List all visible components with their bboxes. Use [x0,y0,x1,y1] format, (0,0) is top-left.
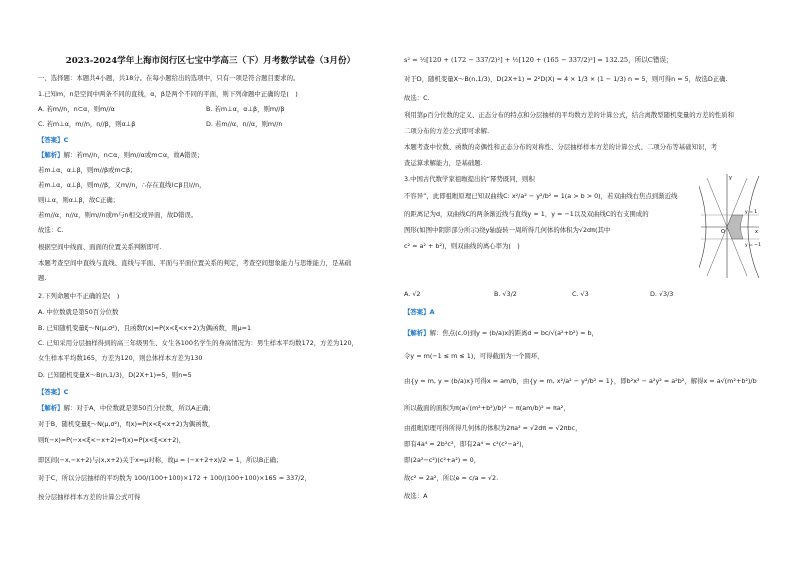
q2-analysis-line: 对于C，所以分层抽样的平均数为 100/(100+100)×172 + 100/(100+100)×165 = 337/2， [38,474,311,482]
answer-value: C [63,388,69,396]
label-y1: y = 1 [745,210,758,215]
q2-stem: 2.下列命题中不正确的是( ) [38,292,120,300]
answer-label: 【答案】 [38,388,64,396]
summary-line: 二项分布的方差公式即可求解. [404,127,490,135]
q1-analysis-line: 根据空间中线面、面面的位置关系判断即可. [38,243,162,251]
q3-stem-line: c² = a² + b²)，则双曲线的离心率为( ) [404,242,520,250]
q3-analysis-line: 【解析】解：焦点(c,0)到y = (b/a)x的距离d = bc/√(a²+b²) = b， [404,329,598,337]
q1-option-a: A. 若m//n，n⊂α，则m//α [38,105,115,113]
analysis-label: 【解析】 [38,404,64,412]
q3-stem-line: 的距离记为d，双曲线C的两条渐近线与直线y = 1，y = −1以及双曲线C的右支围成的 [404,210,649,218]
analysis-label: 【解析】 [404,329,430,337]
q2-option-b: B. 已知随机变量ξ～N(μ,σ²)，且函数f(x)=P(x<ξ<x+2)为偶函数，则μ=1 [38,324,252,332]
answer-value: A [429,308,435,316]
label-x-axis: x [755,229,758,235]
answer-label: 【答案】 [404,308,430,316]
q3-analysis-line: 故选：A [404,492,428,500]
choose-c: 故选：C. [404,94,430,102]
q3-answer [404,309,435,315]
answer-value: C [63,136,69,144]
q2-analysis-line: 【解析】解：对于A，中位数就是第50百分位数，所以A正确； [38,404,215,412]
q3-option-c: C. √3 [572,290,589,298]
q1-answer [38,137,68,143]
q1-option-c: C. 若m⊥α，m//n，n//β，则α⊥β [38,120,136,128]
q3-analysis-line: 故c² = 2a²，所以e = c/a = √2. [404,474,499,482]
q1-analysis-line: 故选：C. [38,226,64,234]
q2-option-c-cont: 女生样本平均数165，方差为120，则总体样本方差为130 [38,354,203,362]
q1-analysis-line: 题. [38,274,47,282]
section-header: 一、选择题：本题共4小题，共18分。在每小题给出的选项中，只有一项是符合题目要求的。 [38,74,300,82]
q1-analysis-line: 【解析】解：若m//n，n⊂α，则m//α或m⊂α，故A错误； [38,151,204,159]
q1-analysis-line: 本题考查空间中直线与直线、直线与平面、平面与平面位置关系的判定，考查空间想象能力与思维能力，是基础 [38,259,352,267]
q3-analysis-line: 由{y = m, y = (b/a)x}可得x = am/b，由{y = m, x²/a² − y²/b² = 1}，即b²x² − a²y² = a²b²，解得x = a√(m²+b²)/b [404,377,757,385]
label-y-minus1: y = −1 [745,243,761,248]
q3-option-b: B. √3/2 [494,290,517,298]
q3-stem-line: 3.中国古代数学家祖暅提出的“幂势既同，则积 [404,175,535,183]
q2-analysis-line: 即区间(−x,−x+2)与(x,x+2)关于x=μ对称，故μ = (−x+2+x)/2 = 1，所以B正确； [38,456,283,464]
q3-stem-line: 图形(如图中阴影部分所示)绕y轴旋转一周所得几何体的体积为√2dπ(其中 [404,226,611,234]
q3-analysis-line: 令y = m(−1 ≤ m ≤ 1)，可得截面为一个圆环， [404,352,544,360]
q3-analysis-line: 由祖暅原理可得所得几何体的体积为2πa² = √2dπ = √2πbc， [404,424,582,432]
hyperbola-figure [699,172,761,280]
label-origin: O [721,229,725,235]
q1-analysis-line: 若m//α，n//α，则m//n或m与n相交或异面，故D错误。 [38,211,198,219]
q1-option-b: B. 若m⊥α，α⊥β，则m//β [206,105,285,113]
q1-analysis-line: 若m⊥α，α⊥β，则m//β或m⊂β； [38,166,137,174]
q3-analysis-line: 即有4a⁴ = 2b²c²，即有2a⁴ = c²(c²−a²)， [404,440,528,448]
shaded-region [727,215,743,239]
q2-option-d: D. 已知随机变量X～B(n,1/3)，D(2X+1)=5，则n=5 [38,371,192,379]
option-d-analysis: 对于D，随机变量X～B(n,1/3)，D(2X+1) = 2²D(X) = 4 × 1/3 × (1 − 1/3) n = 5，则可得n = 5，故选D正确. [404,75,728,83]
q2-analysis-line: 对于B，随机变量ξ～N(μ,σ²)，f(x)=P(x<ξ<x+2)为偶函数， [38,420,215,428]
analysis-label: 【解析】 [38,151,64,159]
q2-option-c: C. 已知采用分层抽样得到的高三年级男生、女生各100名学生的身高情况为：男生样本平均数172，方差为120， [38,339,358,347]
q3-option-d: D. √3/3 [650,290,674,298]
q2-analysis-line: 按分层抽样样本方差的计算公式可得 [38,493,141,501]
q3-analysis-line: 所以截面的面积为π(a√(m²+b²)/b)² − π(am/b)² = πa²， [404,404,570,412]
summary-line: 本题考查中位数、函数的奇偶性和正态分布的对称性、分层抽样样本方差的计算公式、二项分布等基础知识，考 [404,143,718,151]
q2-answer [38,389,68,395]
q1-option-d: D. 若m//α，n//α，则m//n [206,120,283,128]
q3-stem-line: 不容异”，此即祖暅原理已知双曲线C: x²/a² − y²/b² = 1(a > b > 0)，若双曲线右焦点到渐近线 [404,192,678,200]
document-title: 2023-2024学年上海市闵行区七宝中学高三（下）月考数学试卷（3月份） [65,56,356,66]
q1-analysis-line: 若m⊥α，α⊥β，则m//β，又m//n，∴存在直线l⊂β且l//n， [38,181,206,189]
summary-line: 查运算求解能力，是基础题. [404,159,483,167]
summary-line: 利用第p百分位数的定义、正态分布的特点和分层抽样的平均数方差的计算公式，结合离散型随机变量的方差的性质和 [404,111,734,119]
variance-formula: s² = ½[120 + (172 − 337/2)²] + ½[120 + (165 − 337/2)²] = 132.25，所以C错误； [404,56,673,64]
q2-option-a: A. 中位数就是第50百分位数 [38,308,119,316]
q1-stem: 1.已知m，n是空间中两条不同的直线，α，β是两个不同的平面，则下列命题中正确的是( ) [38,90,298,98]
q3-analysis-line: 即(2a²−c²)(c²+a²) = 0， [404,456,481,464]
q1-analysis-line: 则l⊥α，则α⊥β，故C正确； [38,196,119,204]
answer-label: 【答案】 [38,136,64,144]
q2-analysis-line: 则f(−x)=P(−x<ξ<−x+2)=f(x)=P(x<ξ<x+2)， [38,436,186,444]
label-y-axis: y [729,175,732,181]
q3-option-a: A. √2 [404,290,421,298]
